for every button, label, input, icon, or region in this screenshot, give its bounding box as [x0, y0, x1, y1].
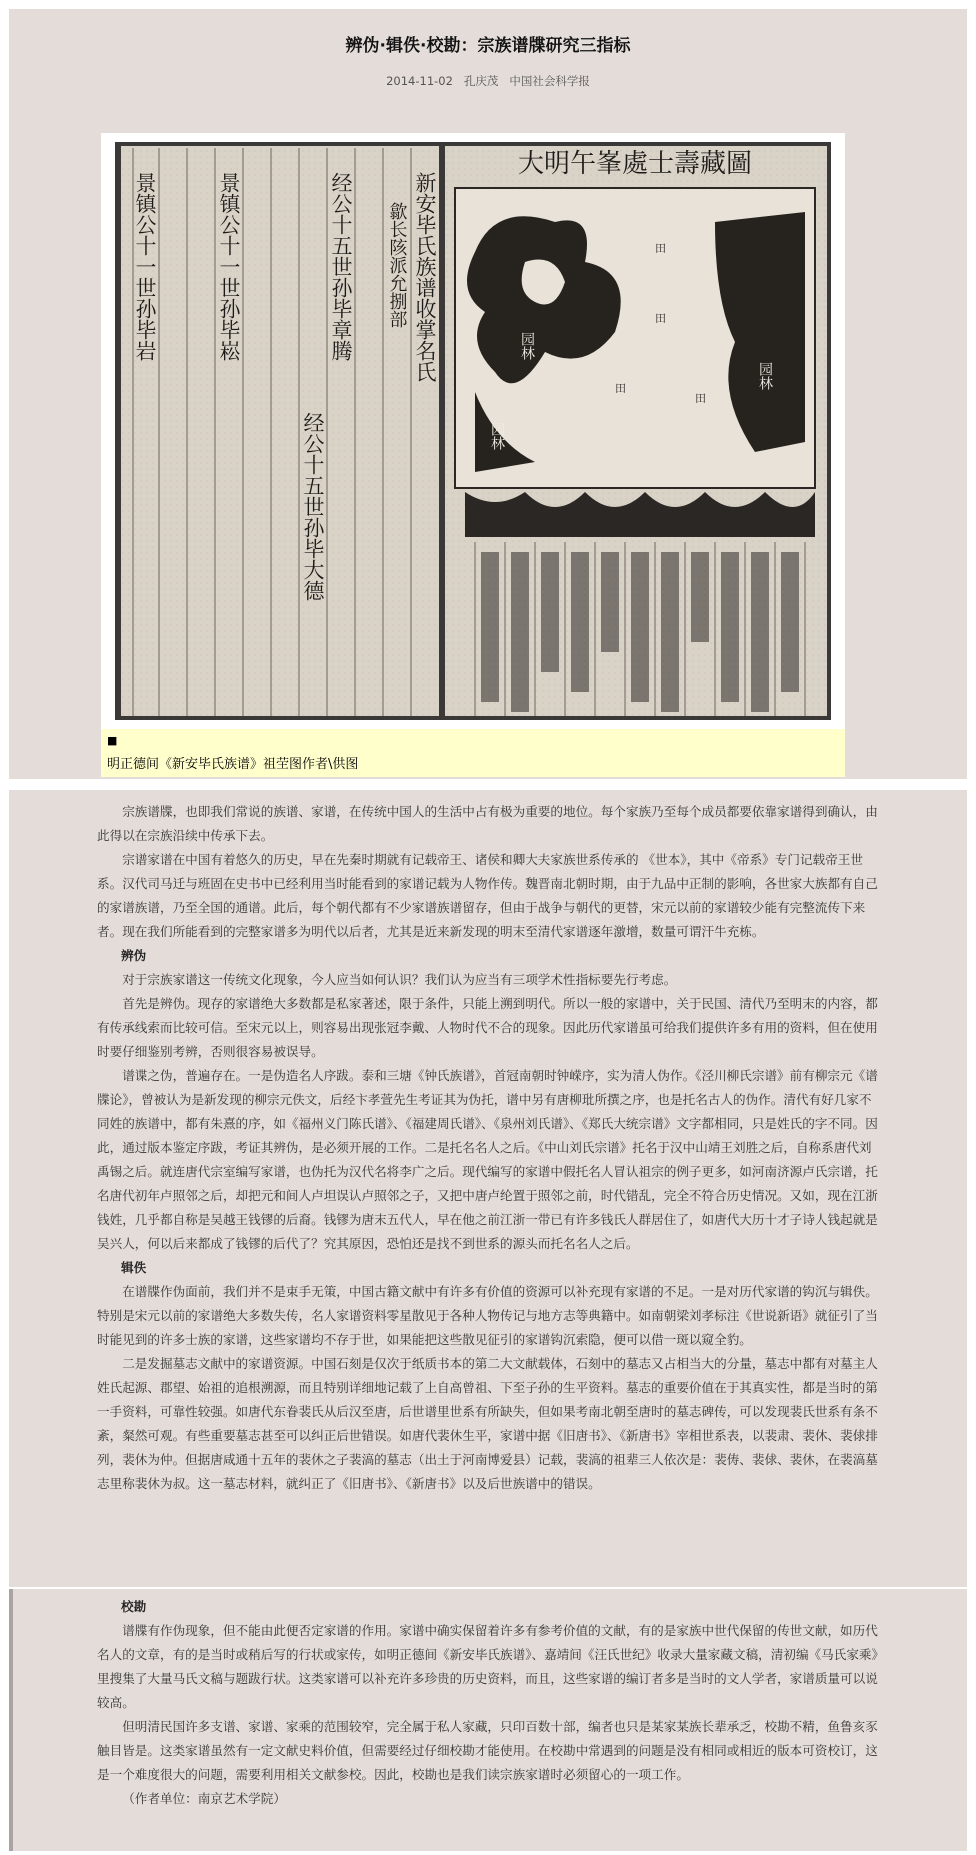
genealogy-book-image	[115, 142, 831, 720]
figure-caption: 明正德间《新安毕氏族谱》祖茔图作者\供图	[107, 757, 359, 772]
paragraph: 在谱牒作伪面前，我们并不是束手无策，中国古籍文献中有许多有价值的资源可以补充现有家谱的不足。一是对历代家谱的钩沉与辑佚。特别是宋元以前的家谱绝大多数失传，名人家谱资料零星散见于各种人物传记与地方志等典籍中。如南朝梁刘孝标注《世说新语》就征引了当时能见到的许多士族的家谱，这些家谱均不存于世，如果能把这些散见征引的家谱钩沉索隐，便可以借一斑以窥全豹。	[97, 1284, 878, 1347]
map-label-1: 园林	[519, 332, 535, 360]
book-column-6: 景镇公十一世孙毕岩	[133, 172, 157, 361]
section-heading-bianwei: 辨伪	[121, 948, 147, 963]
article-source: 中国社会科学报	[509, 74, 590, 88]
figure	[101, 133, 845, 777]
article-title: 辨伪·辑佚·校勘：宗族谱牒研究三指标	[345, 36, 631, 56]
caption-marker: ■	[107, 734, 118, 747]
article-body-panel	[9, 790, 967, 1587]
paragraph: 谱谍之伪，普遍存在。一是伪造名人序跋。泰和三塘《钟氏族谱》，首冠南朝时钟嵘序，实为清人伪作。《泾川柳氏宗谱》前有柳宗元《谱牒论》，曾被认为是新发现的柳宗元佚文，后经卞孝萱先生考证其为伪托，谱中另有唐柳玭所撰之序，也是托名古人的伪作。清代有好几家不同姓的族谱中，都有朱熹的序，如《福州义门陈氏谱》、《福建周氏谱》、《泉州刘氏谱》、《郑氏大统宗谱》文字都相同，只是姓氏的字不同。因此，通过版本鉴定序跋，考证其辨伪，是必须开展的工作。二是托名名人之后。《中山刘氏宗谱》托名于汉中山靖王刘胜之后，自称系唐代刘禹锡之后。就连唐代宗室编写家谱，也伪托为汉代名将李广之后。现代编写的家谱中假托名人冒认祖宗的例子更多，如河南济源卢氏宗谱，托名唐代初年卢照邻之后，却把元和间人卢坦误认卢照邻之子，又把中唐卢纶置于照邻之前，时代错乱，完全不符合历史情况。又如，现在江浙钱姓，几乎都自称是吴越王钱镠的后裔。钱镠为唐末五代人，早在他之前江浙一带已有许多钱氏人群居住了，如唐代大历十才子诗人钱起就是吴兴人，何以后来都成了钱镠的后代了？究其原因，恐怕还是找不到世系的源头而托名名人之后。	[97, 1068, 878, 1251]
map-label-7: 田	[695, 392, 706, 405]
section-heading-jiaokan: 校勘	[121, 1599, 147, 1614]
map-label-6: 田	[615, 382, 626, 395]
paragraph: 首先是辨伪。现存的家谱绝大多数都是私家著述，限于条件，只能上溯到明代。所以一般的家谱中，关于民国、清代乃至明末的内容，都有传承线索而比较可信。至宋元以上，则容易出现张冠李戴、人物时代不合的现象。因此历代家谱虽可给我们提供许多有用的资料，但在使用时要仔细鉴别考辨，否则很容易被误导。	[97, 996, 878, 1059]
article-body	[97, 800, 881, 1496]
book-column-5: 景镇公十一世孙毕崧	[217, 172, 241, 361]
section-heading-jiyi: 辑佚	[121, 1260, 147, 1275]
author-affiliation: （作者单位：南京艺术学院）	[122, 1791, 286, 1806]
paragraph: 对于宗族家谱这一传统文化现象，今人应当如何认识？我们认为应当有三项学术性指标要先行考虑。	[122, 972, 677, 987]
paragraph: 宗谱家谱在中国有着悠久的历史，早在先秦时期就有记载帝王、诸侯和卿大夫家族世系传承的 《世本》，其中《帝系》专门记载帝王世系。汉代司马迁与班固在史书中已经利用当时能看到的家谱记载为人物作传。魏晋南北朝时期，由于九品中正制的影响，各世家大族都有自己的家谱族谱，乃至全国的通谱。此后，每个朝代都有不少家谱族谱留存，但由于战争与朝代的更替，宋元以前的家谱较少能有完整流传下来者。现在我们所能看到的完整家谱多为明代以后者，尤其是近来新发现的明末至清代家谱逐年激增，数量可谓汗牛充栋。	[97, 852, 878, 939]
article-author: 孔庆茂	[463, 74, 499, 88]
book-column-4: 经公十五世孙毕大德	[301, 412, 325, 601]
book-column-3: 经公十五世孙毕章腾	[329, 172, 353, 361]
article-meta	[9, 73, 967, 89]
map-title: 大明午峯處士壽藏圖	[517, 149, 753, 179]
book-column-1: 新安毕氏族谱收掌名氏	[413, 172, 437, 382]
map-label-3: 园林	[489, 422, 505, 450]
map-label-4: 田	[655, 242, 666, 255]
article-header-panel	[9, 9, 967, 779]
book-column-2: 歙长陔派允捌部	[386, 202, 408, 328]
paragraph: 谱牒有作伪现象，但不能由此便否定家谱的作用。家谱中确实保留着许多有参考价值的文献，有的是家族中世代保留的传世文献，如历代名人的文章，有的是当时或稍后写的行状或家传，如明正德间《新安毕氏族谱》、嘉靖间《汪氏世纪》收录大量家藏文稿，清初编《马氏家乘》里搜集了大量马氏文稿与题跋行状。这类家谱可以补充许多珍贵的历史资料，而且，这些家谱的编订者多是当时的文人学者，家谱质量可以说较高。	[97, 1623, 878, 1710]
article-body-end	[97, 1595, 881, 1811]
map-label-2: 园林	[757, 362, 773, 390]
caption-box	[101, 729, 845, 777]
paragraph: 但明清民国许多支谱、家谱、家乘的范围较窄，完全属于私人家藏，只印百数十部，编者也只是某家某族长辈承乏，校勘不精，鱼鲁亥豕触目皆是。这类家谱虽然有一定文献史料价值，但需要经过仔细校勘才能使用。在校勘中常遇到的问题是没有相同或相近的版本可资校订，这是一个难度很大的问题，需要利用相关文献参校。因此，校勘也是我们读宗族家谱时必须留心的一项工作。	[97, 1719, 878, 1782]
genealogy-photo	[115, 142, 831, 720]
paragraph: 宗族谱牒，也即我们常说的族谱、家谱，在传统中国人的生活中占有极为重要的地位。每个家族乃至每个成员都要依靠家谱得到确认，由此得以在宗族沿续中传承下去。	[97, 804, 878, 843]
article-final-panel	[9, 1589, 967, 1851]
article-date: 2014-11-02	[386, 74, 453, 88]
map-label-5: 田	[655, 312, 666, 325]
paragraph: 二是发掘墓志文献中的家谱资源。中国石刻是仅次于纸质书本的第二大文献载体，石刻中的墓志又占相当大的分量，墓志中都有对墓主人姓氏起源、郡望、始祖的追根溯源，而且特别详细地记载了上自高曾祖、下至子孙的生平资料。墓志的重要价值在于其真实性，都是当时的第一手资料，可靠性较强。如唐代东眷裴氏从后汉至唐，后世谱里世系有所缺失，但如果考南北朝至唐时的墓志碑传，可以发现裴氏世系有条不紊，粲然可观。有些重要墓志甚至可以纠正后世错误。如唐代裴休生平，家谱中据《旧唐书》、《新唐书》宰相世系表，以裴肃、裴休、裴俅排列，裴休为仲。但据唐咸通十五年的裴休之子裴滈的墓志（出土于河南博爱县）记载，裴滈的祖辈三人依次是：裴俦、裴俅、裴休，在裴滈墓志里称裴休为叔。这一墓志材料，就纠正了《旧唐书》、《新唐书》以及后世族谱中的错误。	[97, 1356, 878, 1491]
